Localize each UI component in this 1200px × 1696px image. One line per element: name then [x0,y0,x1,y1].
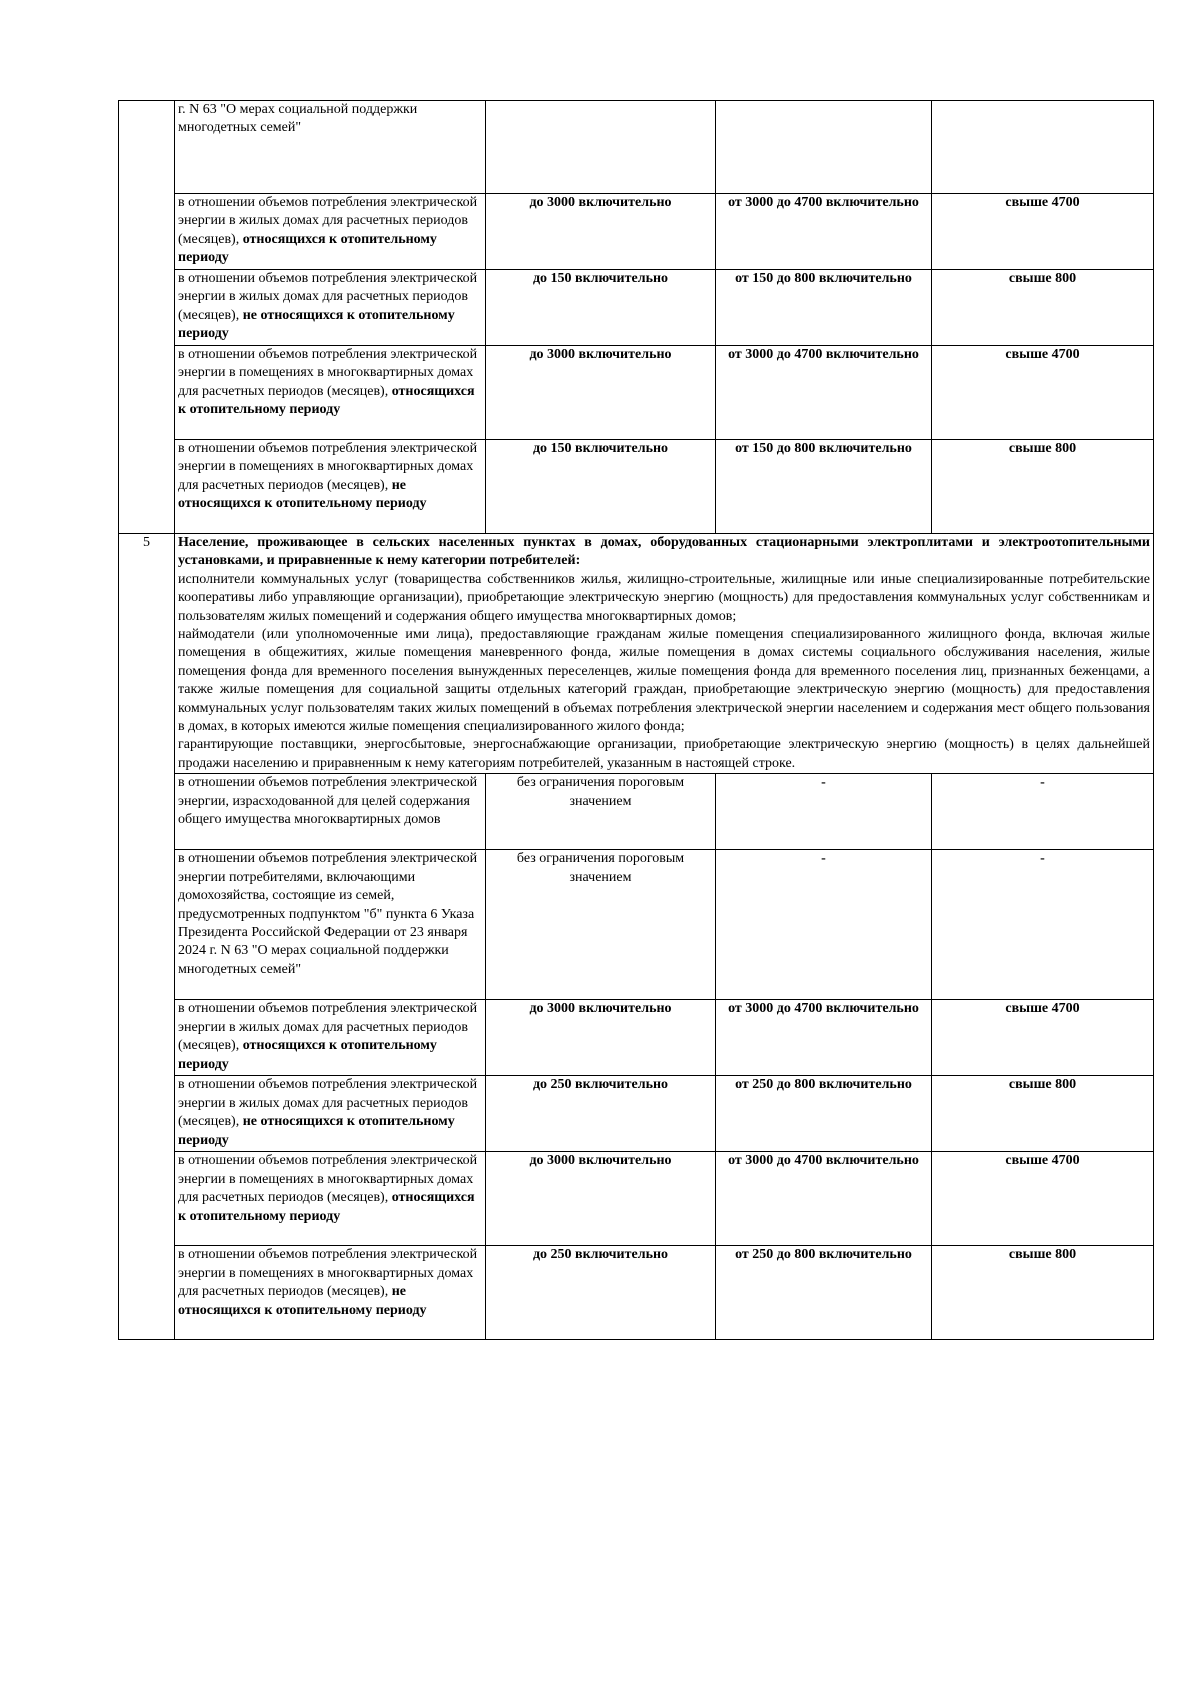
table-row [119,774,1154,850]
desc-text: в отношении объемов потребления электрической энергии в жилых домах для расчетных периодов (месяцев), [178,1077,478,1130]
threshold-mid [716,101,932,194]
section-5-paragraph: наймодатели (или уполномоченные ими лица), предоставляющие гражданам жилые помещения специализированного жилищного фонда, включая жилые помещения в общежитиях, жилые помещения маневренного фонда, жилые помещения в домах системы социального обслуживания населения, жилые помещения фонда для временного поселения вынужденных переселенцев, жилые помещения фонда для временного поселения лиц, признанных беженцами, а также жилые помещения для социальной защиты отдельных категорий граждан, приобретающие электрическую энергию (мощность) для предоставления коммунальных услуг пользователям таких жилых помещений в объемах потребления электрической энергии населением и содержания мест общего пользования в домах, в которых имеются жилые помещения специализированного жилого фонда; [178,627,1150,735]
desc-text-bold: относящихся к отопительному периоду [178,1038,437,1072]
threshold-low [486,101,716,194]
threshold-low: до 250 включительно [486,1246,716,1340]
table-row [119,1152,1154,1246]
threshold-no-limit: без ограничения пороговым значением [486,774,716,850]
row-description [175,850,486,1000]
threshold-mid-dash: - [716,774,932,850]
desc-text: г. N 63 "О мерах социальной поддержки многодетных семей" [178,102,418,136]
threshold-high: свыше 800 [932,1076,1154,1152]
row-description [175,1076,486,1152]
row-number-cell [119,101,175,534]
desc-text: в отношении объемов потребления электрической энергии в жилых домах для расчетных периодов (месяцев), [178,1001,478,1054]
section-5-paragraph: исполнители коммунальных услуг (товарищества собственников жилья, жилищно-строительные, жилищные или иные специализированные потребительские кооперативы либо управляющие организации), приобретающие электрическую энергию (мощность) для предоставления коммунальных услуг собственникам и пользователям жилых помещений и содержания общего имущества многоквартирных домов; [178,571,1150,624]
threshold-high [932,101,1154,194]
table-row [119,346,1154,440]
tariff-threshold-table [118,100,1154,1340]
threshold-high: свыше 4700 [932,1152,1154,1246]
threshold-high: свыше 4700 [932,1000,1154,1076]
threshold-mid: от 150 до 800 включительно [716,270,932,346]
desc-text: в отношении объемов потребления электрической энергии в помещениях в многоквартирных домах для расчетных периодов (месяцев), [178,1153,478,1206]
row-description [175,1152,486,1246]
row-description [175,774,486,850]
threshold-mid: от 3000 до 4700 включительно [716,346,932,440]
threshold-mid: от 3000 до 4700 включительно [716,194,932,270]
threshold-mid: от 250 до 800 включительно [716,1246,932,1340]
desc-text-bold: относящихся к отопительному периоду [178,383,475,418]
table-row [119,270,1154,346]
section-5-heading: Население, проживающее в сельских населенных пунктах в домах, оборудованных стационарными электроплитами и электроотопительными установками, и приравненные к нему категории потребителей: [178,535,1150,569]
threshold-low: до 250 включительно [486,1076,716,1152]
row-description [175,1246,486,1340]
table-row [119,1246,1154,1340]
threshold-mid: от 150 до 800 включительно [716,440,932,534]
desc-text-bold: относящихся к отопительному периоду [178,231,437,266]
desc-text: в отношении объемов потребления электрической энергии в помещениях в многоквартирных домах для расчетных периодов (месяцев), [178,441,478,493]
threshold-high: свыше 800 [932,440,1154,534]
table-row [119,194,1154,270]
section-5-header-row [119,534,1154,774]
threshold-mid: от 3000 до 4700 включительно [716,1152,932,1246]
desc-text: в отношении объемов потребления электрической энергии потребителями, включающими домохозяйства, состоящие из семей, предусмотренных подпунктом "б" пункта 6 Указа Президента Российской Федерации от 23 января 2024 г. N 63 "О мерах социальной поддержки многодетных семей" [178,851,478,977]
threshold-high-dash: - [932,850,1154,1000]
table-row [119,850,1154,1000]
row-description [175,440,486,534]
threshold-high: свыше 4700 [932,346,1154,440]
threshold-high: свыше 800 [932,1246,1154,1340]
section-5-consumer-categories [175,534,1154,774]
threshold-no-limit: без ограничения пороговым значением [486,850,716,1000]
desc-text-bold: относящихся к отопительному периоду [178,1190,475,1224]
desc-text: в отношении объемов потребления электрической энергии в жилых домах для расчетных периодов (месяцев), [178,195,478,247]
threshold-high-dash: - [932,774,1154,850]
table-row [119,101,1154,194]
desc-text: в отношении объемов потребления электрической энергии в помещениях в многоквартирных домах для расчетных периодов (месяцев), [178,347,478,399]
threshold-low: до 150 включительно [486,440,716,534]
table-row [119,1076,1154,1152]
desc-text: в отношении объемов потребления электрической энергии в жилых домах для расчетных периодов (месяцев), [178,271,478,323]
row-description [175,1000,486,1076]
desc-text-bold: не относящихся к отопительному периоду [178,477,427,512]
desc-text-bold: не относящихся к отопительному периоду [178,1284,427,1318]
threshold-low: до 3000 включительно [486,346,716,440]
threshold-high: свыше 4700 [932,194,1154,270]
row-description [175,194,486,270]
table-row [119,1000,1154,1076]
row-description [175,270,486,346]
threshold-low: до 150 включительно [486,270,716,346]
threshold-mid: от 3000 до 4700 включительно [716,1000,932,1076]
table-body [119,101,1154,1340]
table-row [119,440,1154,534]
threshold-low: до 3000 включительно [486,1152,716,1246]
desc-text: в отношении объемов потребления электрической энергии в помещениях в многоквартирных домах для расчетных периодов (месяцев), [178,1247,478,1300]
row-number: 5 [119,534,175,1340]
row-description [175,346,486,440]
threshold-high: свыше 800 [932,270,1154,346]
threshold-low: до 3000 включительно [486,1000,716,1076]
threshold-mid-dash: - [716,850,932,1000]
row-description [175,101,486,194]
desc-text-bold: не относящихся к отопительному периоду [178,307,455,342]
threshold-low: до 3000 включительно [486,194,716,270]
desc-text-bold: не относящихся к отопительному периоду [178,1114,455,1148]
desc-text: в отношении объемов потребления электрической энергии, израсходованной для целей содержания общего имущества многоквартирных домов [178,775,478,828]
section-5-paragraph: гарантирующие поставщики, энергосбытовые, энергоснабжающие организации, приобретающие электрическую энергию (мощность) в целях дальнейшей продажи населению и приравненным к нему категориям потребителей, указанным в настоящей строке. [178,737,1150,771]
threshold-mid: от 250 до 800 включительно [716,1076,932,1152]
